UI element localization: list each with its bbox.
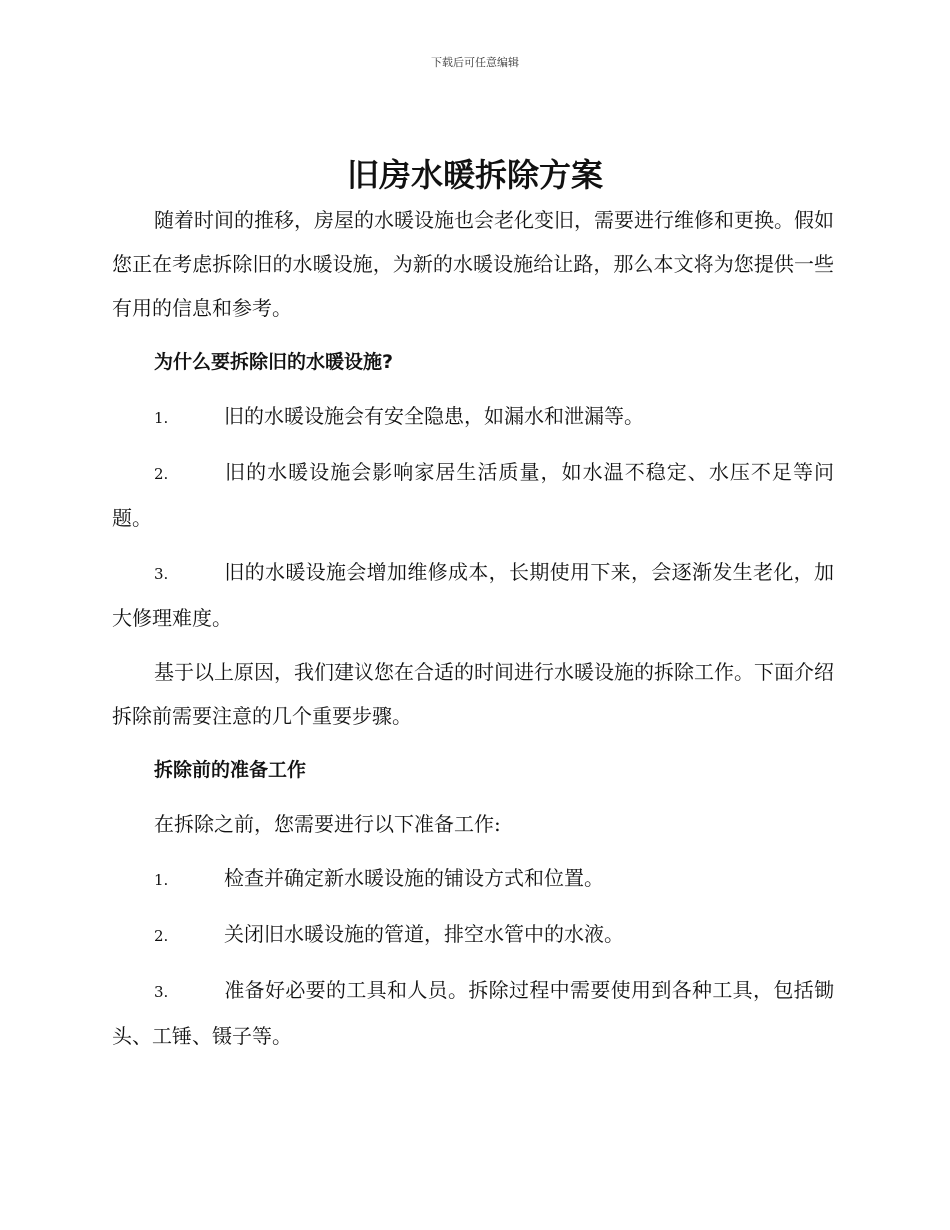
list-text: 旧的水暖设施会增加维修成本，长期使用下来，会逐渐发生老化，加大修理难度。 bbox=[112, 560, 834, 630]
list-item bbox=[112, 394, 834, 440]
header-note: 下载后可任意编辑 bbox=[431, 56, 519, 69]
list-number: 3. bbox=[154, 565, 169, 583]
list-text: 关闭旧水暖设施的管道，排空水管中的水液。 bbox=[224, 922, 624, 946]
list-text: 准备好必要的工具和人员。拆除过程中需要使用到各种工具，包括锄头、工锤、镊子等。 bbox=[112, 978, 834, 1048]
transition-paragraph: 基于以上原因，我们建议您在合适的时间进行水暖设施的拆除工作。下面介绍拆除前需要注意的几个重要步骤。 bbox=[112, 660, 834, 728]
list-text: 旧的水暖设施会影响家居生活质量，如水温不稳定、水压不足等问题。 bbox=[112, 460, 834, 530]
section-heading-why: 为什么要拆除旧的水暖设施? bbox=[154, 351, 394, 373]
document-title: 旧房水暖拆除方案 bbox=[346, 156, 603, 194]
list-item bbox=[112, 856, 834, 902]
list-number: 2. bbox=[154, 927, 169, 945]
document-body bbox=[112, 198, 834, 1068]
list-text: 检查并确定新水暖设施的铺设方式和位置。 bbox=[224, 866, 604, 890]
intro-paragraph: 随着时间的推移，房屋的水暖设施也会老化变旧，需要进行维修和更换。假如您正在考虑拆除旧的水暖设施，为新的水暖设施给让路，那么本文将为您提供一些有用的信息和参考。 bbox=[112, 208, 834, 320]
list-item bbox=[112, 450, 834, 540]
list-number: 3. bbox=[154, 983, 169, 1001]
preparation-lead: 在拆除之前，您需要进行以下准备工作: bbox=[154, 812, 501, 836]
list-text: 旧的水暖设施会有安全隐患，如漏水和泄漏等。 bbox=[224, 404, 644, 428]
list-item bbox=[112, 968, 834, 1058]
list-item bbox=[112, 550, 834, 640]
list-number: 1. bbox=[154, 871, 169, 889]
section-heading-preparation: 拆除前的准备工作 bbox=[154, 759, 307, 781]
list-number: 2. bbox=[154, 465, 169, 483]
list-item bbox=[112, 912, 834, 958]
list-number: 1. bbox=[154, 409, 169, 427]
